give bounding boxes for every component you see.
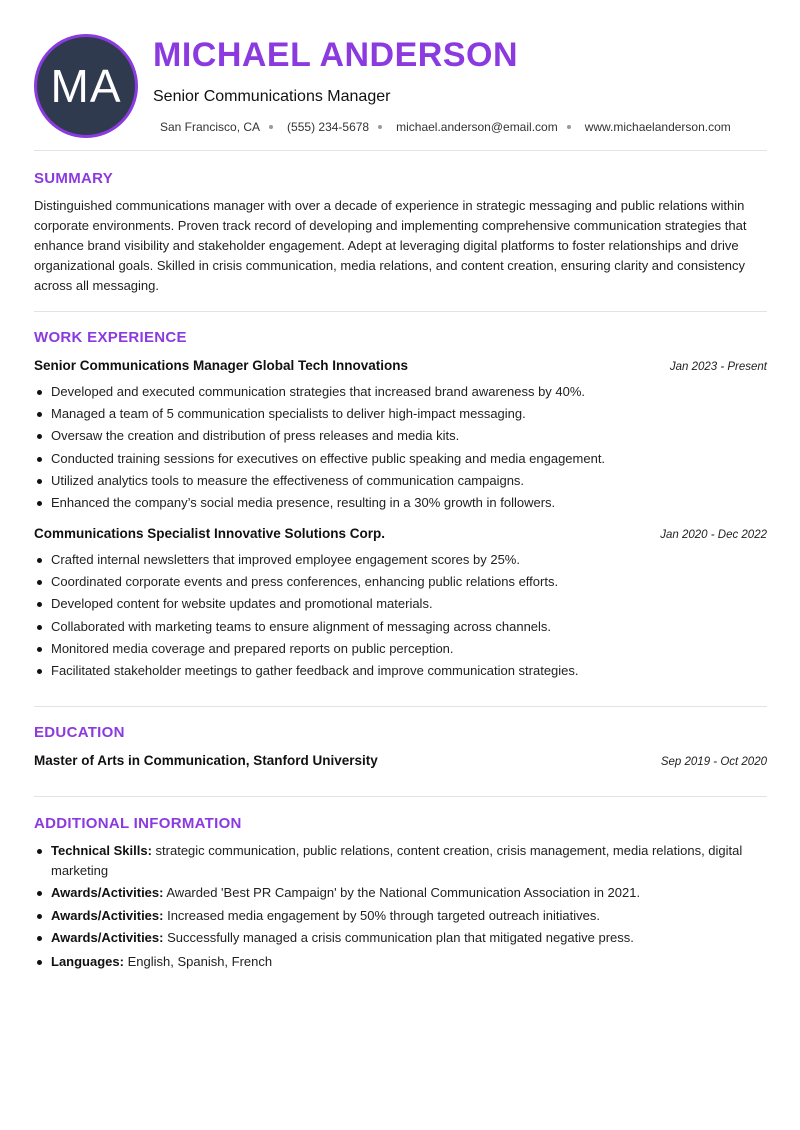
- additional-item: [34, 928, 774, 948]
- job-date: Jan 2020 - Dec 2022: [660, 529, 767, 541]
- experience-heading: WORK EXPERIENCE: [34, 329, 187, 346]
- bullet-item: Monitored media coverage and prepared reports on public perception.: [34, 638, 774, 660]
- contact-website[interactable]: www.michaelanderson.com: [584, 120, 731, 134]
- additional-text: Awarded 'Best PR Campaign' by the National Communication Association in 2021.: [166, 885, 641, 901]
- education-degree: Master of Arts in Communication, Stanford University: [34, 753, 378, 768]
- contact-email[interactable]: michael.anderson@email.com: [396, 120, 558, 134]
- additional-label: Awards/Activities:: [51, 907, 164, 923]
- job-header: [34, 358, 767, 373]
- bullet-item: Oversaw the creation and distribution of press releases and media kits.: [34, 425, 774, 447]
- separator-dot: [567, 125, 571, 129]
- bullet-item: Developed and executed communication strategies that increased brand awareness by 40%.: [34, 381, 774, 403]
- additional-label: Technical Skills:: [51, 843, 152, 858]
- summary-text: Distinguished communications manager with over a decade of experience in strategic messaging and public relations within corporate environments. Proven track record of developing and implementing comprehensive communication strategies that enhance brand visibility and stakeholder engagement. Adept at leveraging digital platforms to foster relationships and drive organizational goals. Skilled in crisis communication, media relations, and content creation, ensuring clarity and consistency across all messaging.: [34, 198, 747, 293]
- avatar-initials: MA: [50, 60, 122, 112]
- contact-phone: (555) 234-5678: [287, 120, 370, 134]
- candidate-name: MICHAEL ANDERSON: [153, 36, 519, 74]
- job-header: [34, 526, 767, 541]
- additional-label: Awards/Activities:: [51, 885, 164, 901]
- contact-bar: [160, 120, 731, 134]
- bullet-item: Crafted internal newsletters that improved employee engagement scores by 25%.: [34, 549, 774, 571]
- section-divider: [34, 150, 767, 151]
- job-role: Communications Specialist Innovative Solutions Corp.: [34, 526, 386, 541]
- separator-dot: [378, 125, 382, 129]
- section-divider: [34, 796, 767, 797]
- summary-heading: SUMMARY: [34, 170, 114, 187]
- education-heading: EDUCATION: [34, 724, 125, 741]
- bullet-item: Enhanced the company’s social media presence, resulting in a 30% growth in followers.: [34, 492, 774, 514]
- additional-label: Languages:: [51, 953, 124, 969]
- candidate-title: Senior Communications Manager: [153, 88, 391, 105]
- additional-text: English, Spanish, French: [127, 953, 273, 969]
- bullet-item: Collaborated with marketing teams to ensure alignment of messaging across channels.: [34, 616, 774, 638]
- additional-item: [34, 883, 774, 903]
- bullet-item: Developed content for website updates and promotional materials.: [34, 593, 774, 615]
- separator-dot: [269, 125, 273, 129]
- additional-label: Awards/Activities:: [51, 929, 164, 945]
- bullet-item: Facilitated stakeholder meetings to gather feedback and improve communication strategies.: [34, 660, 774, 682]
- education-header: [34, 753, 767, 768]
- additional-list: [34, 841, 774, 974]
- avatar: [34, 34, 138, 138]
- job-bullets: [34, 381, 774, 514]
- section-divider: [34, 706, 767, 707]
- additional-heading: ADDITIONAL INFORMATION: [34, 815, 242, 832]
- bullet-item: Managed a team of 5 communication specialists to deliver high-impact messaging.: [34, 403, 774, 425]
- education-date: Sep 2019 - Oct 2020: [660, 756, 767, 768]
- job-role: Senior Communications Manager Global Tech Innovations: [34, 358, 409, 373]
- section-divider: [34, 311, 767, 312]
- job-bullets: [34, 549, 774, 682]
- bullet-item: Coordinated corporate events and press conferences, enhancing public relations efforts.: [34, 571, 774, 593]
- job-date: Jan 2023 - Present: [669, 361, 767, 373]
- additional-item: [34, 841, 774, 881]
- bullet-item: Utilized analytics tools to measure the effectiveness of communication campaigns.: [34, 470, 774, 492]
- additional-item: [34, 906, 774, 926]
- contact-location: San Francisco, CA: [160, 120, 261, 134]
- additional-text: Increased media engagement by 50% through targeted outreach initiatives.: [167, 907, 600, 923]
- additional-item: [34, 952, 774, 972]
- additional-text: Successfully managed a crisis communication plan that mitigated negative press.: [167, 929, 634, 945]
- additional-text: strategic communication, public relations, content creation, crisis management, media relations, digital marketing: [51, 843, 743, 878]
- bullet-item: Conducted training sessions for executives on effective public speaking and media engagement.: [34, 448, 774, 470]
